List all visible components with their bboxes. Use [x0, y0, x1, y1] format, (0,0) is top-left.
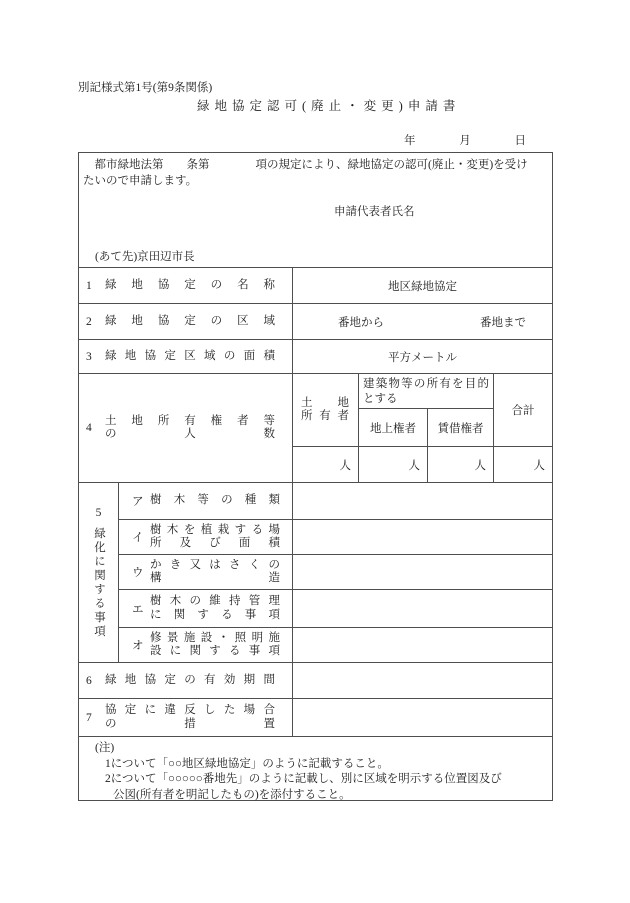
row3-number: 3 [86, 350, 92, 363]
row6-validity-period-value [293, 662, 552, 698]
landowner-header-line2: 所 有 者 [301, 410, 349, 422]
preamble-line-1: 都市緑地法第 条第 項の規定により、緑地協定の認可(廃止・変更)を受け [83, 159, 528, 171]
form-id-label: 別記様式第1号(第9条関係) [78, 82, 213, 94]
row1-agreement-name-label [79, 267, 293, 303]
row2-value-to: 番地まで [480, 316, 526, 329]
notes-line2: 2について「○○○○○番地先」のように記載し、別に区域を明示する位置図及び [105, 773, 502, 785]
row5-item-a-value [293, 482, 552, 519]
row4-col-building-purpose-header [359, 373, 494, 408]
row4-surface-right-count-cell [359, 446, 428, 482]
row2-label-text: 緑 地 協 定 の 区 域 [105, 314, 275, 327]
row1-label-text: 緑 地 協 定 の 名 称 [105, 278, 275, 291]
row2-value-from: 番地から [338, 316, 384, 329]
item-i-letter: イ [132, 532, 144, 544]
item-i-line2: 所 及 び 面 積 [150, 537, 280, 549]
row5-vertical-label: 緑化に関する事項 [93, 526, 105, 639]
building-purpose-line2: とする [363, 393, 398, 405]
row5-item-e-label [119, 589, 293, 627]
page-title: 緑地協定認可(廃止・変更)申請書 [197, 99, 461, 113]
row4-label-line1: 土 地 所 有 権 者 等 [105, 414, 275, 427]
item-e-line2: に 関 す る 事 項 [150, 608, 280, 621]
row5-item-e-value [293, 589, 552, 627]
item-o-line2: 設 に 関 す る 事 項 [150, 645, 280, 657]
row4-landowner-count-cell [293, 446, 359, 482]
row4-label-line2: の 人 数 [105, 428, 275, 440]
row4-total-count-cell [494, 446, 552, 482]
item-u-line1: か き 又 は さ く の [150, 558, 280, 571]
row3-zone-area-value [293, 339, 552, 373]
unit-person-label: 人 [408, 459, 420, 472]
item-e-line1: 樹 木 の 維 持 管 理 [150, 595, 280, 607]
row7-violation-measures-value [293, 698, 552, 736]
item-o-letter: オ [132, 640, 144, 652]
row4-col-total-header [494, 373, 552, 446]
lease-right-header-text: 賃借権者 [437, 422, 484, 435]
item-o-line1: 修 景 施 設 ・ 照 明 施 [150, 631, 280, 644]
item-a-letter: ア [132, 496, 144, 508]
row4-col-landowner-header [293, 373, 359, 446]
item-i-line1: 樹木を植栽する場 [150, 523, 280, 536]
row1-number: 1 [86, 279, 92, 292]
row4-number: 4 [86, 422, 92, 434]
notes-heading: (注) [95, 742, 115, 754]
row6-number: 6 [86, 674, 92, 687]
unit-person-label: 人 [339, 459, 351, 472]
preamble-line-2: たいので申請します。 [83, 174, 198, 187]
item-e-letter: エ [132, 603, 144, 616]
unit-person-label: 人 [474, 459, 486, 472]
row1-value-text: 地区緑地協定 [388, 280, 457, 293]
row5-item-a-label [119, 482, 293, 519]
row7-label-line2: の 措 置 [105, 717, 275, 730]
row7-label-line1: 協 定 に 違 反 し た 場 合 [105, 704, 275, 716]
row1-agreement-name-value [293, 267, 552, 303]
date-day-label: 日 [514, 135, 526, 147]
row6-label-text: 緑 地 協 定 の 有 効 期 間 [105, 673, 275, 686]
landowner-header-line1: 土 地 [301, 396, 349, 409]
surface-right-header-text: 地上権者 [370, 422, 416, 435]
notes-line3: 公図(所有者を明記したもの)を添付すること。 [113, 788, 351, 801]
row4-landowners-label [79, 373, 293, 482]
form-main-box [78, 152, 553, 801]
addressee-label: (あて先)京田辺市長 [95, 251, 195, 263]
row3-zone-area-label [79, 339, 293, 373]
item-u-letter: ウ [132, 567, 144, 579]
date-line [404, 132, 526, 148]
notes-section [79, 736, 552, 800]
row2-agreement-zone-label [79, 303, 293, 339]
row7-violation-measures-label [79, 698, 293, 736]
row5-item-i-label [119, 519, 293, 554]
row5-item-u-value [293, 554, 552, 589]
preamble-text [83, 158, 549, 189]
notes-line1: 1について「○○地区緑地協定」のように記載すること。 [105, 757, 389, 770]
row5-greening-matters-header [79, 482, 119, 662]
row5-item-i-value [293, 519, 552, 554]
date-year-label: 年 [404, 135, 416, 147]
row6-validity-period-label [79, 662, 293, 698]
total-header-text: 合計 [511, 405, 535, 417]
row2-number: 2 [86, 315, 92, 328]
date-month-label: 月 [459, 135, 471, 147]
unit-person-label: 人 [533, 459, 545, 472]
item-u-line2: 構 造 [150, 572, 280, 584]
row5-item-u-label [119, 554, 293, 589]
applicant-representative-label: 申請代表者氏名 [334, 206, 415, 218]
row4-col-surface-right-header [359, 408, 428, 446]
row2-agreement-zone-value [293, 303, 552, 339]
row5-number: 5 [95, 506, 102, 519]
row7-number: 7 [86, 711, 92, 724]
item-a-line1: 樹 木 等 の 種 類 [150, 494, 280, 507]
row4-lease-right-count-cell [428, 446, 494, 482]
row4-col-lease-right-header [428, 408, 494, 446]
row3-value-text: 平方メートル [388, 351, 457, 364]
building-purpose-line1: 建築物等の所有を目的 [363, 378, 489, 390]
row3-label-text: 緑 地 協 定 区 域 の 面 積 [105, 349, 275, 362]
row5-item-o-label [119, 627, 293, 662]
row5-item-o-value [293, 627, 552, 662]
